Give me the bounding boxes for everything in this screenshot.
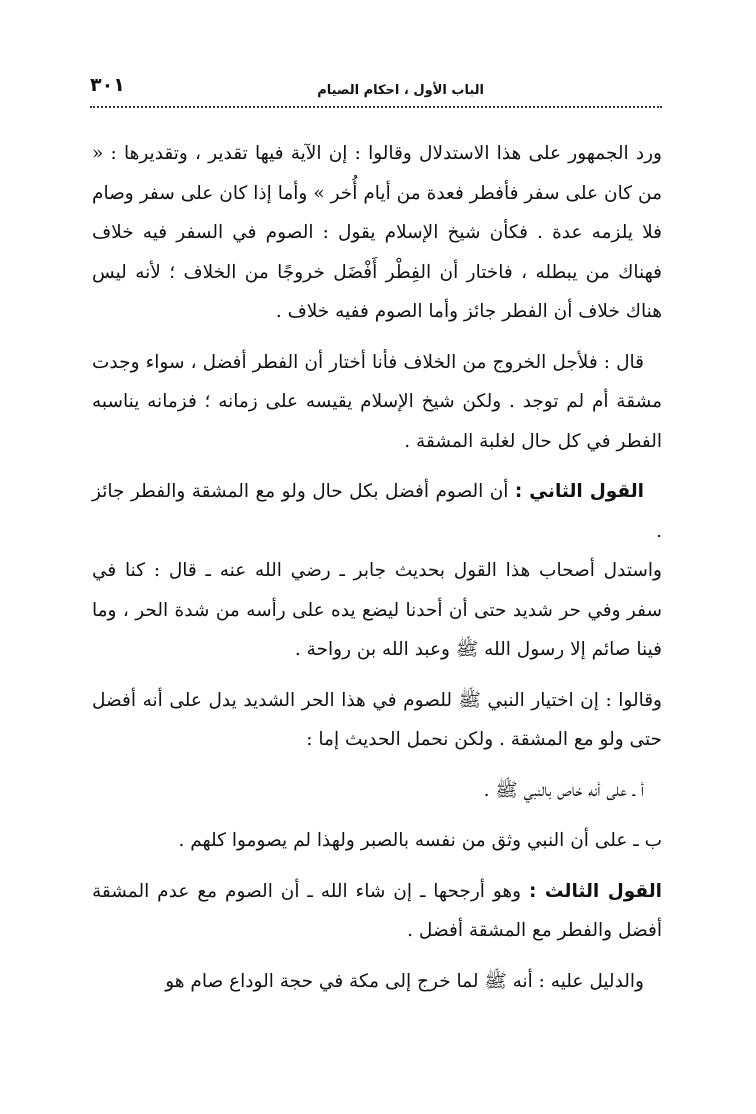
third-opinion-label: القول الثالث : [529, 880, 662, 902]
running-head: الباب الأول ، احكام الصيام [317, 83, 484, 98]
second-opinion-text: أن الصوم أفضل بكل حال ولو مع المشقة والفطر جائز . [92, 481, 662, 542]
paragraph-third-opinion [92, 872, 662, 951]
paragraph-khilaf: قال : فلأجل الخروج من الخلاف فأنا أختار أن الفطر أفضل ، سواء وجدت مشقة أم لم توجد . ولكن شيخ الإسلام يقيسه على زمانه ؛ فزمانه يناسبه الفطر في كل حال لغلبة المشقة . [92, 351, 662, 452]
paragraph-interpretation: وقالوا : إن اختيار النبي ﷺ للصوم في هذا الحر الشديد يدل على أنه أفضل حتى ولو مع المشقة . ولكن نحمل الحديث إما : [92, 689, 662, 750]
list-item-b: ب ـ على أن النبي وثق من نفسه بالصبر ولهذا لم يصوموا كلهم . [178, 830, 662, 851]
body-text [92, 134, 662, 1012]
list-item-a: أ ـ على أنه خاص بالنبي ﷺ . [483, 779, 644, 801]
header-divider [90, 106, 662, 108]
paragraph-jabir-hadith: واستدل أصحاب هذا القول بحديث جابر ـ رضي الله عنه ـ قال : كنا في سفر وفي حر شديد حتى أن أحدنا ليضع يده على رأسه من شدة الحر ، وما فينا صائم إلا رسول الله ﷺ وعبد الله بن رواحة . [92, 560, 662, 660]
paragraph-jumhur-response: ورد الجمهور على هذا الاستدلال وقالوا : إن الآية فيها تقدير ، وتقديرها : « من كان على سفر فأفطر فعدة من أيام أُخر » وأما إذا كان على سفر وصام فلا يلزمه عدة . فكأن شيخ الإسلام يقول : الصوم في السفر فيه خلاف فهناك من يبطله ، فاختار أن الفِطْر أَفْضَل خروجًا من الخلاف ؛ لأنه ليس هناك خلاف أن الفطر جائز وأما الصوم ففيه خلاف . [92, 143, 662, 322]
third-opinion-text: وهو أرجحها ـ إن شاء الله ـ أن الصوم مع عدم المشقة أفضل والفطر مع المشقة أفضل . [92, 880, 662, 941]
page-header [90, 70, 662, 108]
paragraph-second-opinion [92, 472, 662, 551]
page-number: ٣٠١ [90, 74, 125, 96]
second-opinion-label: القول الثاني : [514, 481, 645, 502]
paragraph-evidence: والدليل عليه : أنه ﷺ لما خرج إلى مكة في حجة الوداع صام هو [165, 970, 644, 992]
